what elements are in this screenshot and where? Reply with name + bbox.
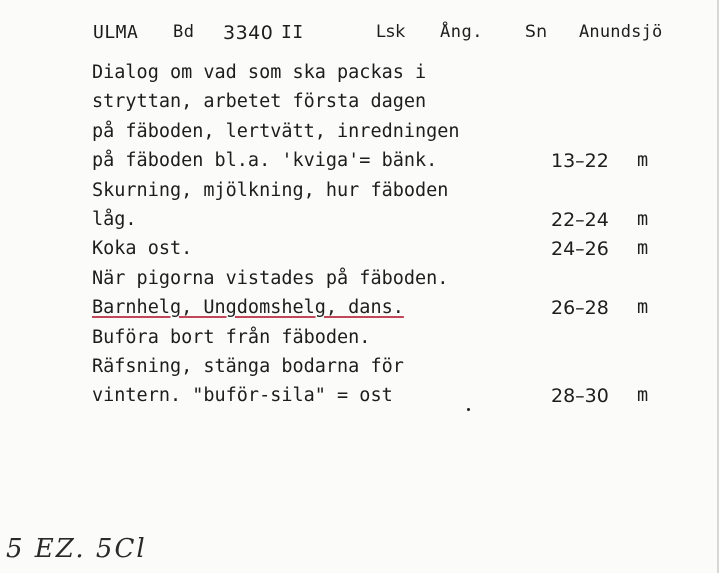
content-line — [92, 180, 657, 209]
content-line — [92, 209, 657, 238]
line-text: på fäboden bl.a. 'kviga'= bänk. — [92, 150, 438, 172]
card-header — [93, 22, 707, 48]
time-range: 13–22 — [551, 150, 609, 173]
content-line — [92, 62, 657, 91]
time-range: 26–28 — [551, 297, 609, 320]
line-text: Dialog om vad som ska packas i — [92, 62, 427, 83]
time-unit: m — [637, 238, 649, 260]
village-prefix: Sn — [525, 22, 548, 42]
time-unit: m — [637, 208, 649, 230]
time-unit: m — [637, 385, 649, 407]
line-text-underlined: Barnhelg, Ungdomshelg, dans. — [92, 297, 404, 319]
volume-prefix: Bd — [173, 22, 195, 42]
card-content — [92, 62, 657, 415]
handwritten-note: 5 EZ. 5Cl — [6, 534, 147, 564]
line-text: stryttan, arbetet första dagen — [92, 91, 427, 113]
line-text: vintern. "buför-sila" = ost — [92, 385, 393, 407]
line-text: Räfsning, stänga bodarna för — [92, 355, 404, 377]
content-line — [92, 356, 657, 385]
time-unit: m — [637, 297, 649, 319]
content-line — [92, 297, 657, 326]
time-range: 22–24 — [551, 208, 609, 231]
content-line — [92, 91, 657, 120]
content-line — [92, 238, 657, 267]
volume-part: II — [281, 22, 304, 43]
line-text: Buföra bort från fäboden. — [92, 326, 371, 348]
content-line — [92, 327, 657, 356]
ink-dot — [467, 408, 470, 411]
village-name: Anundsjö — [579, 22, 663, 42]
line-text: på fäboden, lertvätt, inredningen — [92, 120, 460, 142]
line-text: låg. — [92, 208, 137, 230]
archive-code: ULMA — [93, 22, 139, 43]
content-line — [92, 121, 657, 150]
time-range: 24–26 — [551, 238, 609, 261]
content-line — [92, 385, 657, 414]
parish-name: Ång. — [440, 22, 483, 42]
line-text: Skurning, mjölkning, hur fäboden — [92, 179, 449, 201]
volume-number: 3340 — [223, 22, 274, 44]
content-line — [92, 150, 657, 179]
time-range: 28–30 — [551, 385, 609, 408]
parish-prefix: Lsk — [376, 22, 406, 42]
line-text: Koka ost. — [92, 238, 193, 260]
line-text: När pigorna vistades på fäboden. — [92, 267, 449, 289]
content-line — [92, 268, 657, 297]
time-unit: m — [637, 150, 649, 172]
